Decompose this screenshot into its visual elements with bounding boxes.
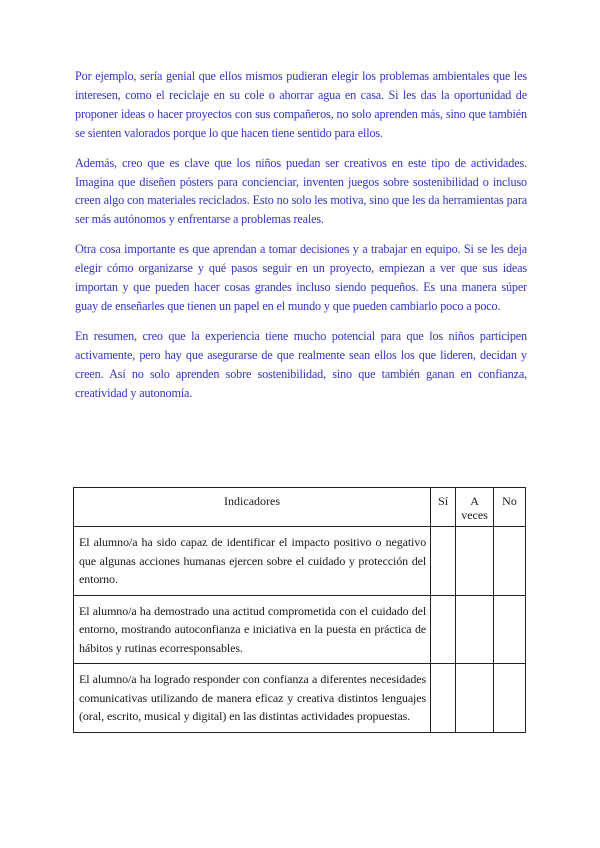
header-indicators: Indicadores bbox=[74, 488, 431, 527]
check-cell-sometimes[interactable] bbox=[456, 595, 494, 664]
indicator-cell: El alumno/a ha demostrado una actitud comprometida con el cuidado del entorno, mostrando autoconfianza e iniciativa en la puesta en práctica de hábitos y rutinas ecorresponsables. bbox=[74, 595, 431, 664]
evaluation-rubric-table bbox=[73, 487, 526, 733]
check-cell-no[interactable] bbox=[494, 527, 526, 596]
paragraph-decisions: Otra cosa importante es que aprendan a tomar decisiones y a trabajar en equipo. Si se les deja elegir cómo organizarse y qué pasos seguir en un proyecto, empiezan a ver que sus ideas importan y que pueden hacer cosas grandes incluso siendo pequeños. Es una manera súper guay de enseñarles que tienen un papel en el mundo y que pueden cambiarlo poco a poco. bbox=[75, 242, 527, 313]
check-cell-yes[interactable] bbox=[431, 664, 456, 733]
table-row bbox=[74, 527, 526, 596]
header-sometimes: A veces bbox=[456, 488, 494, 527]
check-cell-no[interactable] bbox=[494, 595, 526, 664]
body-text bbox=[75, 67, 527, 414]
paragraph-creativity: Además, creo que es clave que los niños puedan ser creativos en este tipo de actividades. Imagina que diseñen pósters para concienciar, inventen juegos sobre sostenibilidad o incluso creen algo con materiales reciclados. Esto no solo les motiva, sino que les da herramientas para ser más autónomos y enfrentarse a problemas reales. bbox=[75, 155, 527, 227]
header-yes: Sí bbox=[431, 488, 456, 527]
indicator-cell: El alumno/a ha sido capaz de identificar el impacto positivo o negativo que algunas acciones humanas ejercen sobre el cuidado y protección del entorno. bbox=[74, 527, 431, 596]
indicator-cell: El alumno/a ha logrado responder con confianza a diferentes necesidades comunicativas utilizando de manera eficaz y creativa distintos lenguajes (oral, escrito, musical y digital) en las distintas actividades propuestas. bbox=[74, 664, 431, 733]
check-cell-yes[interactable] bbox=[431, 595, 456, 664]
table-row bbox=[74, 595, 526, 664]
paragraph-example: Por ejemplo, sería genial que ellos mismos pudieran elegir los problemas ambientales que les interesen, como el reciclaje en su cole o ahorrar agua en casa. Si les das la oportunidad de proponer ideas o hacer proyectos con sus compañeros, no solo aprenden más, sino que también se sienten valorados porque lo que hacen tiene sentido para ellos. bbox=[75, 69, 527, 140]
check-cell-yes[interactable] bbox=[431, 527, 456, 596]
paragraph-summary: En resumen, creo que la experiencia tiene mucho potencial para que los niños participen activamente, pero hay que asegurarse de que realmente sean ellos los que lideren, decidan y creen. Así no solo aprenden sobre sostenibilidad, sino que también ganan en confianza, creatividad y autonomía. bbox=[75, 328, 527, 400]
check-cell-sometimes[interactable] bbox=[456, 664, 494, 733]
check-cell-sometimes[interactable] bbox=[456, 527, 494, 596]
header-no: No bbox=[494, 488, 526, 527]
table-row bbox=[74, 664, 526, 733]
table-header-row bbox=[74, 488, 526, 527]
check-cell-no[interactable] bbox=[494, 664, 526, 733]
